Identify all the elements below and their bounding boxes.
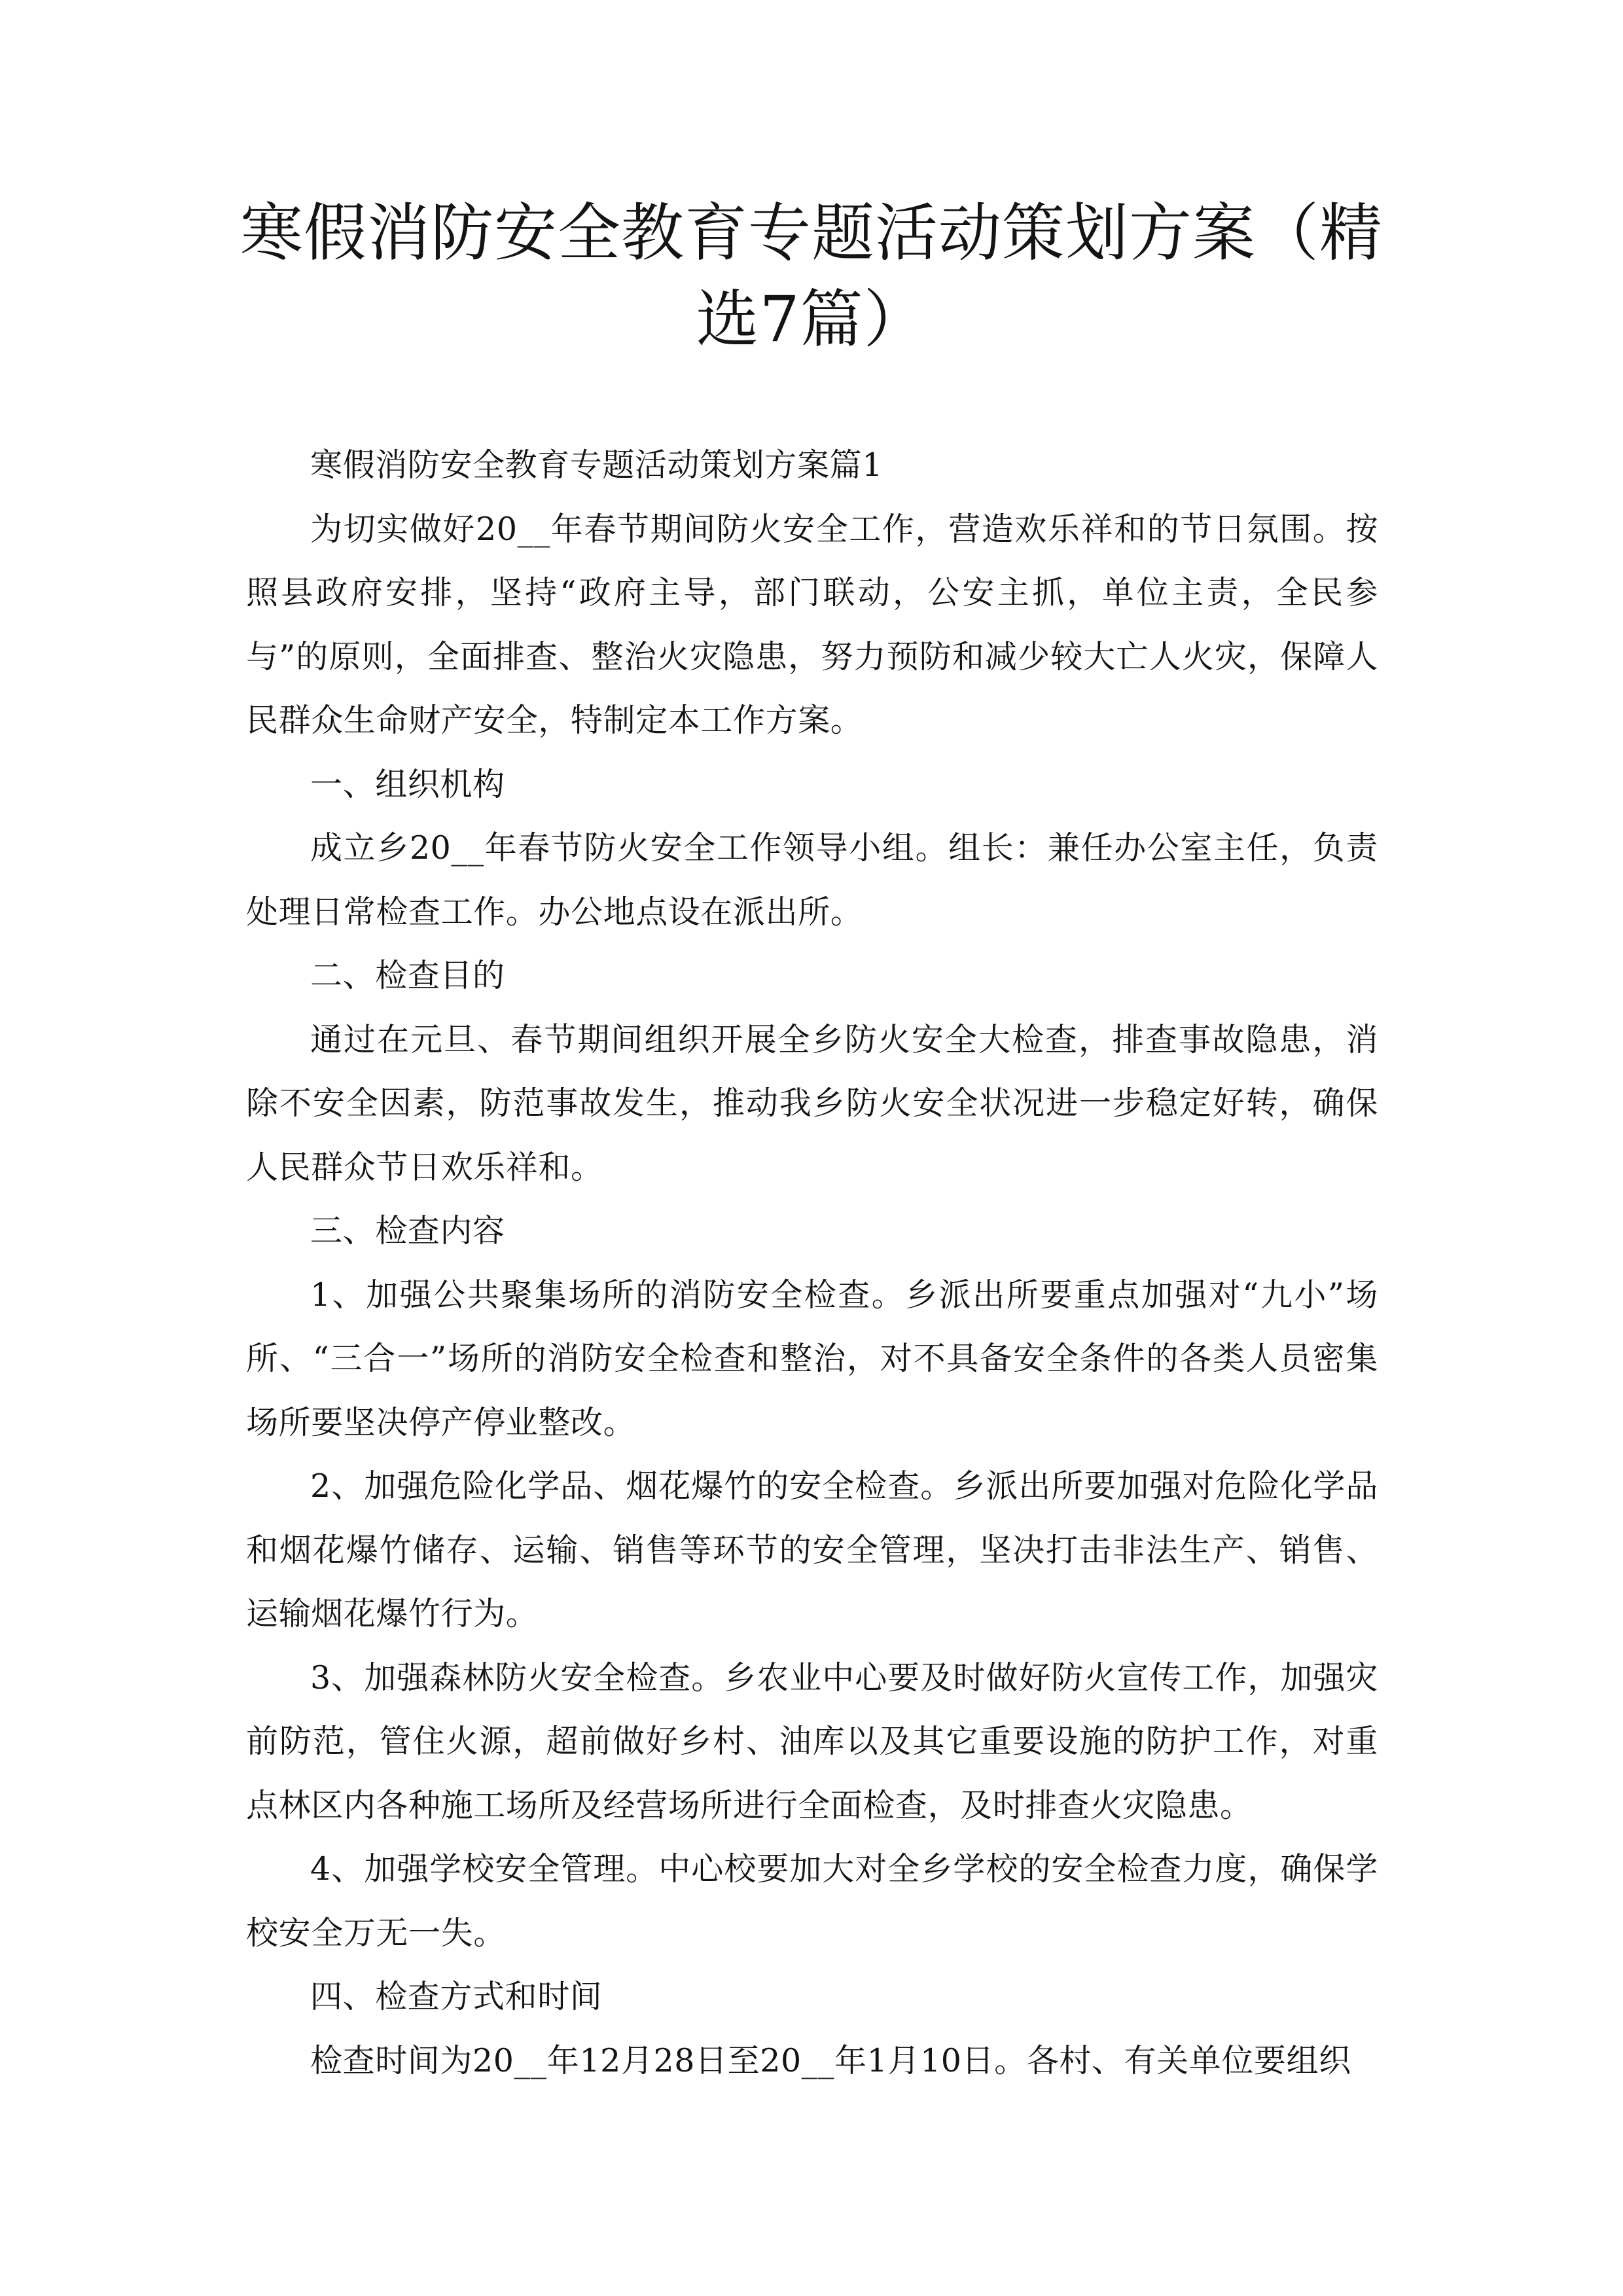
section-heading-purpose: 二、检查目的 — [310, 957, 505, 994]
content-item-3: 3、加强森林防火安全检查。乡农业中心要及时做好防火宣传工作，加强灾前防范，管住火源，超前做好乡村、油库以及其它重要设施的防护工作，对重点林区内各种施工场所及经营场所进行全面检查，及时排查火灾隐患。 — [246, 1659, 1378, 1824]
section-heading-content: 三、检查内容 — [310, 1212, 505, 1249]
method-time-paragraph: 检查时间为20__年12月28日至20__年1月10日。各村、有关单位要组织 — [310, 2041, 1351, 2079]
content-item-4: 4、加强学校安全管理。中心校要加大对全乡学校的安全检查力度，确保学校安全万无一失。 — [246, 1850, 1378, 1952]
content-item-1: 1、加强公共聚集场所的消防安全检查。乡派出所要重点加强对“九小”场所、“三合一”场所的消防安全检查和整治，对不具备安全条件的各类人员密集场所要坚决停产停业整改。 — [246, 1276, 1378, 1441]
section-heading-organization: 一、组织机构 — [310, 765, 505, 803]
document-body — [246, 433, 1378, 2092]
document-title: 寒假消防安全教育专题活动策划方案（精选7篇） — [240, 196, 1383, 356]
section-heading-method-time: 四、检查方式和时间 — [310, 1978, 603, 2015]
purpose-paragraph: 通过在元旦、春节期间组织开展全乡防火安全大检查，排查事故隐患，消除不安全因素，防范事故发生，推动我乡防火安全状况进一步稳定好转，确保人民群众节日欢乐祥和。 — [246, 1020, 1378, 1186]
intro-paragraph: 为切实做好20__年春节期间防火安全工作，营造欢乐祥和的节日氛围。按照县政府安排，坚持“政府主导，部门联动，公安主抓，单位主责，全民参与”的原则，全面排查、整治火灾隐患，努力预防和减少较大亡人火灾，保障人民群众生命财产安全，特制定本工作方案。 — [246, 510, 1378, 739]
organization-paragraph: 成立乡20__年春节防火安全工作领导小组。组长：兼任办公室主任，负责处理日常检查工作。办公地点设在派出所。 — [246, 829, 1378, 931]
content-item-2: 2、加强危险化学品、烟花爆竹的安全检查。乡派出所要加强对危险化学品和烟花爆竹储存、运输、销售等环节的安全管理，坚决打击非法生产、销售、运输烟花爆竹行为。 — [246, 1467, 1378, 1632]
section-subtitle: 寒假消防安全教育专题活动策划方案篇1 — [310, 446, 883, 484]
